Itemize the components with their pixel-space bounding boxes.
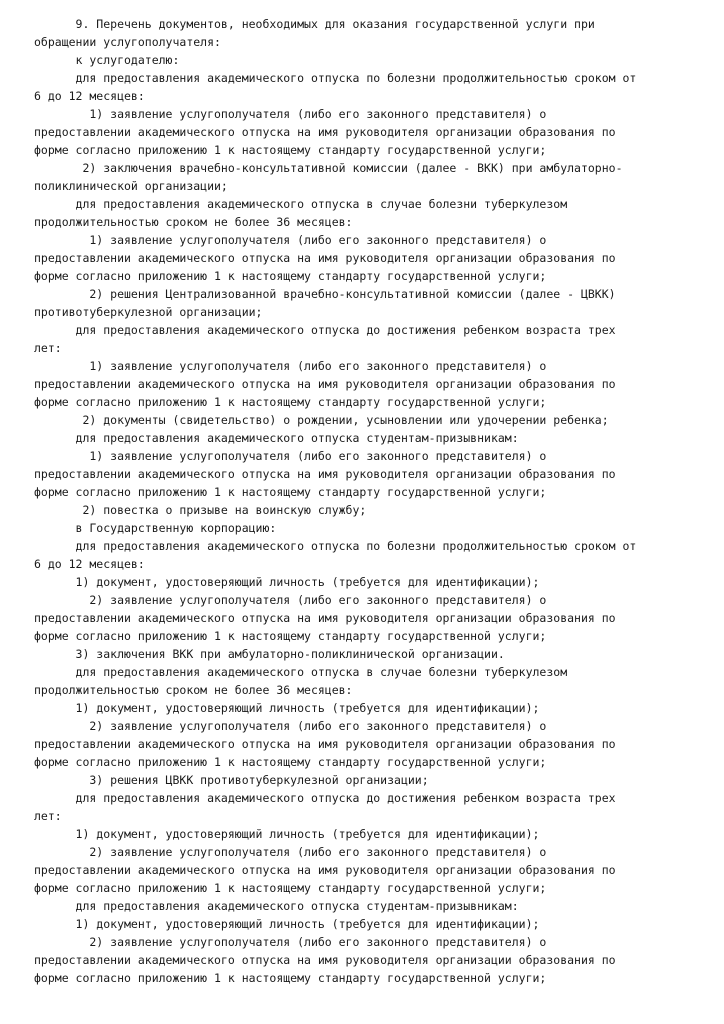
document-line: предоставлении академического отпуска на имя руководителя организации образования по xyxy=(34,863,616,877)
document-line: продолжительностью сроком не более 36 месяцев: xyxy=(34,683,353,697)
document-line: 2) документы (свидетельство) о рождении, усыновлении или удочерении ребенка; xyxy=(34,413,609,427)
document-line: 2) решения Централизованной врачебно-консультативной комиссии (далее - ЦВКК) xyxy=(34,287,616,301)
document-line: 2) заключения врачебно-консультативной комиссии (далее - ВКК) при амбулаторно- xyxy=(34,161,623,175)
document-line: противотуберкулезной организации; xyxy=(34,305,263,319)
document-line: 1) документ, удостоверяющий личность (требуется для идентификации); xyxy=(34,917,540,931)
document-line: лет: xyxy=(34,341,62,355)
document-line: продолжительностью сроком не более 36 месяцев: xyxy=(34,215,353,229)
document-line: 1) заявление услугополучателя (либо его законного представителя) о xyxy=(34,233,547,247)
document-line: 1) документ, удостоверяющий личность (требуется для идентификации); xyxy=(34,701,540,715)
document-line: 2) заявление услугополучателя (либо его законного представителя) о xyxy=(34,593,547,607)
document-line: форме согласно приложению 1 к настоящему стандарту государственной услуги; xyxy=(34,971,547,985)
document-line: для предоставления академического отпуска до достижения ребенком возраста трех xyxy=(34,791,616,805)
document-line: для предоставления академического отпуска по болезни продолжительностью сроком от xyxy=(34,71,637,85)
document-line: 2) заявление услугополучателя (либо его законного представителя) о xyxy=(34,845,547,859)
document-line: 1) документ, удостоверяющий личность (требуется для идентификации); xyxy=(34,575,540,589)
document-line: для предоставления академического отпуска до достижения ребенком возраста трех xyxy=(34,323,616,337)
document-line: форме согласно приложению 1 к настоящему стандарту государственной услуги; xyxy=(34,269,547,283)
document-line: для предоставления академического отпуска по болезни продолжительностью сроком от xyxy=(34,539,637,553)
document-line: для предоставления академического отпуска в случае болезни туберкулезом xyxy=(34,665,568,679)
document-line: поликлинической организации; xyxy=(34,179,228,193)
document-line: 2) заявление услугополучателя (либо его законного представителя) о xyxy=(34,935,547,949)
document-line: предоставлении академического отпуска на имя руководителя организации образования по xyxy=(34,251,616,265)
document-line: 3) решения ЦВКК противотуберкулезной организации; xyxy=(34,773,429,787)
document-line: предоставлении академического отпуска на имя руководителя организации образования по xyxy=(34,377,616,391)
document-line: обращении услугополучателя: xyxy=(34,35,221,49)
document-line: в Государственную корпорацию: xyxy=(34,521,277,535)
document-line: 3) заключения ВКК при амбулаторно-поликлинической организации. xyxy=(34,647,505,661)
document-line: 2) заявление услугополучателя (либо его законного представителя) о xyxy=(34,719,547,733)
document-line: форме согласно приложению 1 к настоящему стандарту государственной услуги; xyxy=(34,395,547,409)
document-line: 1) заявление услугополучателя (либо его законного представителя) о xyxy=(34,449,547,463)
document-line: 1) заявление услугополучателя (либо его законного представителя) о xyxy=(34,107,547,121)
document-line: 1) заявление услугополучателя (либо его законного представителя) о xyxy=(34,359,547,373)
document-line: форме согласно приложению 1 к настоящему стандарту государственной услуги; xyxy=(34,143,547,157)
document-line: для предоставления академического отпуска в случае болезни туберкулезом xyxy=(34,197,568,211)
document-line: для предоставления академического отпуска студентам-призывникам: xyxy=(34,899,519,913)
document-line: форме согласно приложению 1 к настоящему стандарту государственной услуги; xyxy=(34,755,547,769)
document-line: предоставлении академического отпуска на имя руководителя организации образования по xyxy=(34,467,616,481)
document-line: 2) повестка о призыве на воинскую службу; xyxy=(34,503,367,517)
document-line: предоставлении академического отпуска на имя руководителя организации образования по xyxy=(34,953,616,967)
document-line: для предоставления академического отпуска студентам-призывникам: xyxy=(34,431,519,445)
document-line: 6 до 12 месяцев: xyxy=(34,557,145,571)
document-line: 6 до 12 месяцев: xyxy=(34,89,145,103)
document-line: предоставлении академического отпуска на имя руководителя организации образования по xyxy=(34,737,616,751)
document-line: форме согласно приложению 1 к настоящему стандарту государственной услуги; xyxy=(34,629,547,643)
document-line: к услугодателю: xyxy=(34,53,180,67)
document-line: предоставлении академического отпуска на имя руководителя организации образования по xyxy=(34,611,616,625)
document-body xyxy=(34,15,694,987)
document-line: форме согласно приложению 1 к настоящему стандарту государственной услуги; xyxy=(34,485,547,499)
document-line: лет: xyxy=(34,809,62,823)
document-line: форме согласно приложению 1 к настоящему стандарту государственной услуги; xyxy=(34,881,547,895)
document-line: 1) документ, удостоверяющий личность (требуется для идентификации); xyxy=(34,827,540,841)
document-line: предоставлении академического отпуска на имя руководителя организации образования по xyxy=(34,125,616,139)
document-line: 9. Перечень документов, необходимых для оказания государственной услуги при xyxy=(34,17,595,31)
